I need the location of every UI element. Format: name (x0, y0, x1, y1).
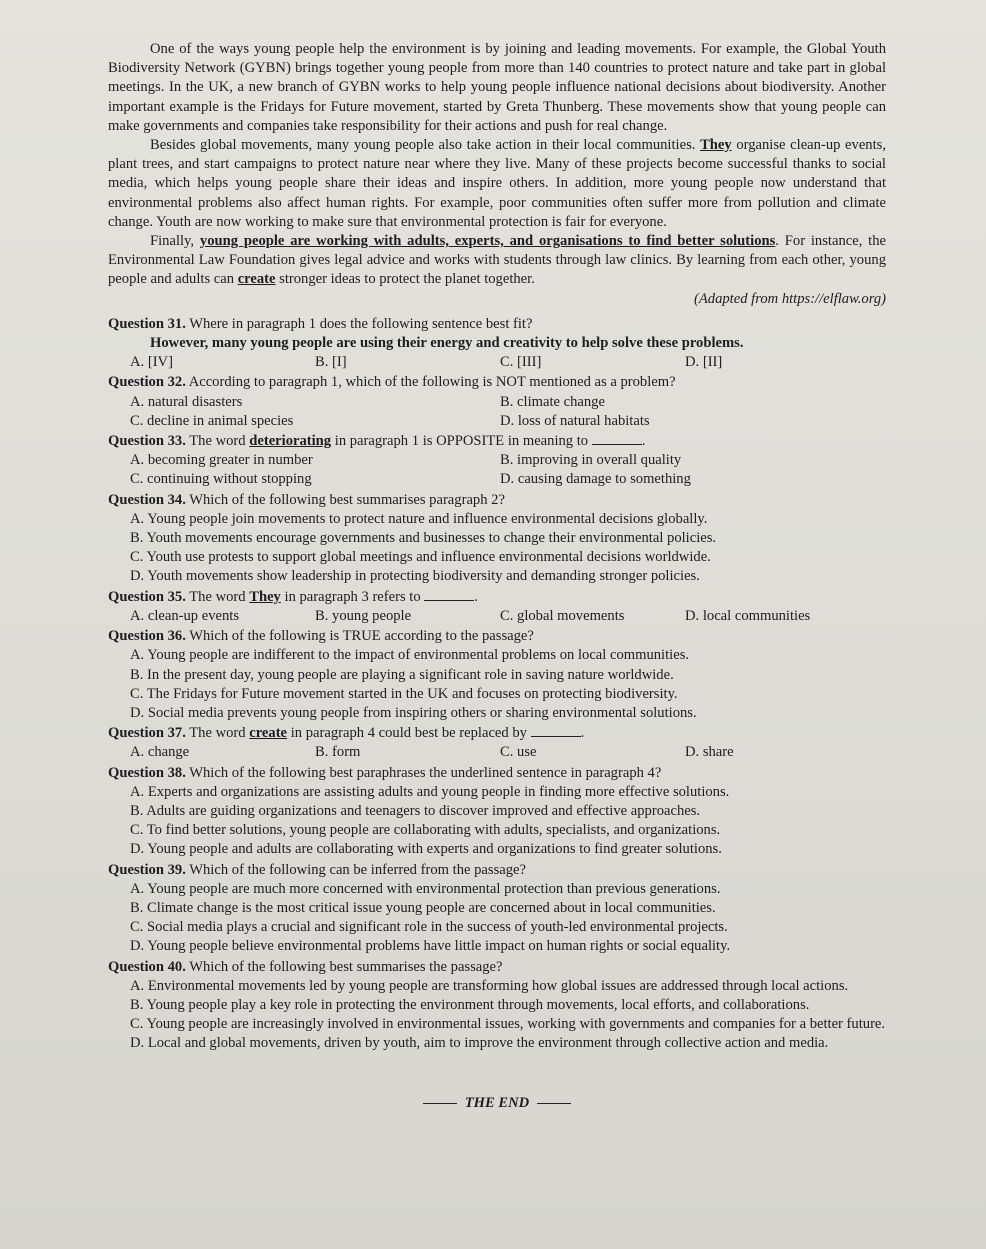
question-38-label: Question 38. (108, 764, 186, 781)
question-36-text: Which of the following is TRUE according to the passage? (189, 628, 534, 645)
option-d[interactable]: D. Youth movements show leadership in protecting biodiversity and demanding stronger policies. (130, 568, 700, 585)
option-d[interactable]: D. local communities (685, 607, 811, 624)
question-33-options (108, 451, 886, 489)
exam-content (108, 40, 886, 1113)
option-b[interactable]: B. Climate change is the most critical issue young people are concerned about in local communities. (130, 899, 716, 916)
question-37-word: create (249, 725, 288, 742)
option-c[interactable]: C. To find better solutions, young people are collaborating with adults, specialists, and organizations. (130, 822, 721, 839)
end-dash-left (423, 1103, 457, 1104)
paragraph-2 (108, 136, 886, 232)
question-33 (108, 432, 886, 490)
option-c[interactable]: C. Youth use protests to support global meetings and influence environmental decisions worldwide. (130, 549, 711, 566)
option-b[interactable]: B. form (315, 744, 361, 761)
question-36-label: Question 36. (108, 628, 186, 645)
question-39-text: Which of the following can be inferred from the passage? (189, 861, 526, 878)
option-d[interactable]: D. share (685, 744, 734, 761)
underlined-sentence: young people are working with adults, experts, and organisations to find better solutions (199, 233, 776, 250)
option-b[interactable]: B. [I] (315, 354, 347, 371)
option-c[interactable]: C. decline in animal species (130, 412, 294, 429)
paragraph-3-text-a: Finally, (150, 233, 195, 250)
paragraph-3-text-b: . For instance, the Environmental Law Foundation gives legal advice and works with students through law clinics. By learning from each other, young people and adults can (108, 233, 886, 288)
option-a[interactable]: A. Young people join movements to protect nature and influence environmental decisions globally. (130, 510, 708, 527)
option-a[interactable]: A. Experts and organizations are assisting adults and young people in finding more effective solutions. (130, 783, 730, 800)
question-32-text: According to paragraph 1, which of the following is NOT mentioned as a problem? (188, 374, 676, 391)
question-37-text-b: in paragraph 4 could best be replaced by (290, 725, 527, 742)
option-b[interactable]: B. In the present day, young people are playing a significant role in saving nature worldwide. (130, 666, 674, 683)
question-34-text: Which of the following best summarises paragraph 2? (189, 491, 505, 508)
question-34-stem (108, 491, 886, 510)
question-36-stem (108, 627, 886, 646)
underlined-word-create: create (237, 271, 276, 288)
question-37-text-a: The word (189, 725, 246, 742)
answer-blank (531, 736, 581, 737)
option-b[interactable]: B. Young people play a key role in protecting the environment through movements, local efforts, and collaborations. (130, 996, 810, 1013)
option-a[interactable]: A. Young people are indifferent to the impact of environmental problems on local communities. (130, 647, 690, 664)
option-d[interactable]: D. Local and global movements, driven by youth, aim to improve the environment through collective action and media. (130, 1035, 829, 1052)
answer-blank (424, 600, 474, 601)
question-31-stem (108, 315, 886, 334)
question-31-options (108, 353, 886, 372)
paragraph-3-text-c: stronger ideas to protect the planet together. (279, 271, 535, 288)
question-36 (108, 627, 886, 723)
option-b[interactable]: B. Youth movements encourage governments and businesses to change their environmental policies. (130, 530, 717, 547)
option-a[interactable]: A. natural disasters (130, 393, 243, 410)
question-31-text: Where in paragraph 1 does the following sentence best fit? (189, 315, 533, 332)
question-37-options (108, 743, 886, 762)
option-a[interactable]: A. clean-up events (130, 607, 240, 624)
question-37-label: Question 37. (108, 725, 186, 742)
question-33-stem: Question 33. The word deteriorating in paragraph 1 is OPPOSITE in meaning to . (108, 433, 646, 450)
question-35-stem: Question 35. The word They in paragraph 3 refers to . (108, 588, 478, 605)
option-d[interactable]: D. Young people and adults are collaborating with experts and organizations to find greater solutions. (130, 841, 722, 858)
question-39-stem (108, 861, 886, 880)
end-text: THE END (464, 1094, 530, 1111)
option-b[interactable]: B. Adults are guiding organizations and teenagers to discover improved and effective approaches. (130, 802, 701, 819)
question-38-stem (108, 764, 886, 783)
paragraph-2-text-a: Besides global movements, many young people also take action in their local communities. (150, 137, 696, 154)
question-38-text: Which of the following best paraphrases the underlined sentence in paragraph 4? (189, 764, 662, 781)
paragraph-1-text: One of the ways young people help the environment is by joining and leading movements. For example, the Global Youth Biodiversity Network (GYBN) brings together young people from more than 140 countries to protect nature and take part in global meetings. In the UK, a new branch of GYBN works to help young people influence national decisions about biodiversity. Another important example is the Fridays for Future movement, started by Greta Thunberg. These movements show that young people can make governments and companies take responsibility for their actions and push for real change. (108, 41, 886, 134)
option-a[interactable]: A. becoming greater in number (130, 452, 313, 469)
option-a[interactable]: A. change (130, 744, 190, 761)
paragraph-2-text-b: organise clean-up events, plant trees, and start campaigns to protect nature near where they live. Many of these projects become successful thanks to social media, which helps young people share their ideas and inspire others. In addition, more young people now understand that environmental problems also affect human rights. For example, poor communities often suffer more from pollution and climate change. Youth are now working to make sure that environmental protection is fair for everyone. (108, 137, 886, 230)
option-d[interactable]: D. causing damage to something (500, 471, 691, 488)
option-b[interactable]: B. improving in overall quality (500, 452, 682, 469)
question-35-label: Question 35. (108, 588, 186, 605)
end-dash-right (537, 1103, 571, 1104)
option-c[interactable]: C. use (500, 744, 537, 761)
question-40-stem (108, 958, 886, 977)
question-33-word: deteriorating (249, 433, 332, 450)
question-35-text-a: The word (189, 588, 246, 605)
option-a[interactable]: A. Young people are much more concerned with environmental protection than previous generations. (130, 880, 721, 897)
option-c[interactable]: C. Social media plays a crucial and significant role in the success of youth-led environmental projects. (130, 919, 728, 936)
question-31-sentence: However, many young people are using their energy and creativity to help solve these problems. (150, 335, 744, 352)
option-d[interactable]: D. loss of natural habitats (500, 412, 650, 429)
question-39 (108, 861, 886, 957)
answer-blank (592, 444, 642, 445)
question-33-text-a: The word (189, 433, 246, 450)
option-a[interactable]: A. Environmental movements led by young people are transforming how global issues are addressed through local actions. (130, 977, 849, 994)
question-37 (108, 724, 886, 762)
question-33-text-b: in paragraph 1 is OPPOSITE in meaning to (334, 433, 589, 450)
option-c[interactable]: C. [III] (500, 354, 542, 371)
source-citation: (Adapted from https://elflaw.org) (694, 290, 886, 307)
question-32-label: Question 32. (108, 374, 186, 391)
end-marker (108, 1094, 886, 1113)
question-40-text: Which of the following best summarises the passage? (189, 958, 503, 975)
paragraph-1 (108, 40, 886, 136)
option-d[interactable]: D. Young people believe environmental problems have little impact on human rights or social equality. (130, 938, 731, 955)
option-c[interactable]: C. The Fridays for Future movement started in the UK and focuses on protecting biodiversity. (130, 685, 678, 702)
question-32-stem (108, 373, 886, 392)
option-b[interactable]: B. young people (315, 607, 412, 624)
question-38 (108, 764, 886, 860)
question-31 (108, 315, 886, 373)
question-40 (108, 958, 886, 1054)
question-35-text-b: in paragraph 3 refers to (284, 588, 421, 605)
question-39-label: Question 39. (108, 861, 186, 878)
question-31-label: Question 31. (108, 315, 186, 332)
option-a[interactable]: A. [IV] (130, 354, 173, 371)
option-d[interactable]: D. [II] (685, 354, 723, 371)
option-b[interactable]: B. climate change (500, 393, 605, 410)
question-35-options (108, 607, 886, 626)
question-37-stem: Question 37. The word create in paragraph 4 could best be replaced by . (108, 725, 585, 742)
question-40-label: Question 40. (108, 958, 186, 975)
question-34 (108, 491, 886, 587)
option-c[interactable]: C. global movements (500, 607, 625, 624)
option-c[interactable]: C. Young people are increasingly involved in environmental issues, working with governments and companies for a better future. (130, 1016, 886, 1033)
option-d[interactable]: D. Social media prevents young people from inspiring others or sharing environmental solutions. (130, 704, 697, 721)
paragraph-3 (108, 232, 886, 290)
underlined-word-they: They (700, 137, 732, 154)
question-33-label: Question 33. (108, 433, 186, 450)
question-32 (108, 373, 886, 431)
question-32-options (108, 393, 886, 431)
question-34-label: Question 34. (108, 491, 186, 508)
question-35-word: They (249, 588, 281, 605)
question-35 (108, 588, 886, 626)
option-c[interactable]: C. continuing without stopping (130, 471, 312, 488)
